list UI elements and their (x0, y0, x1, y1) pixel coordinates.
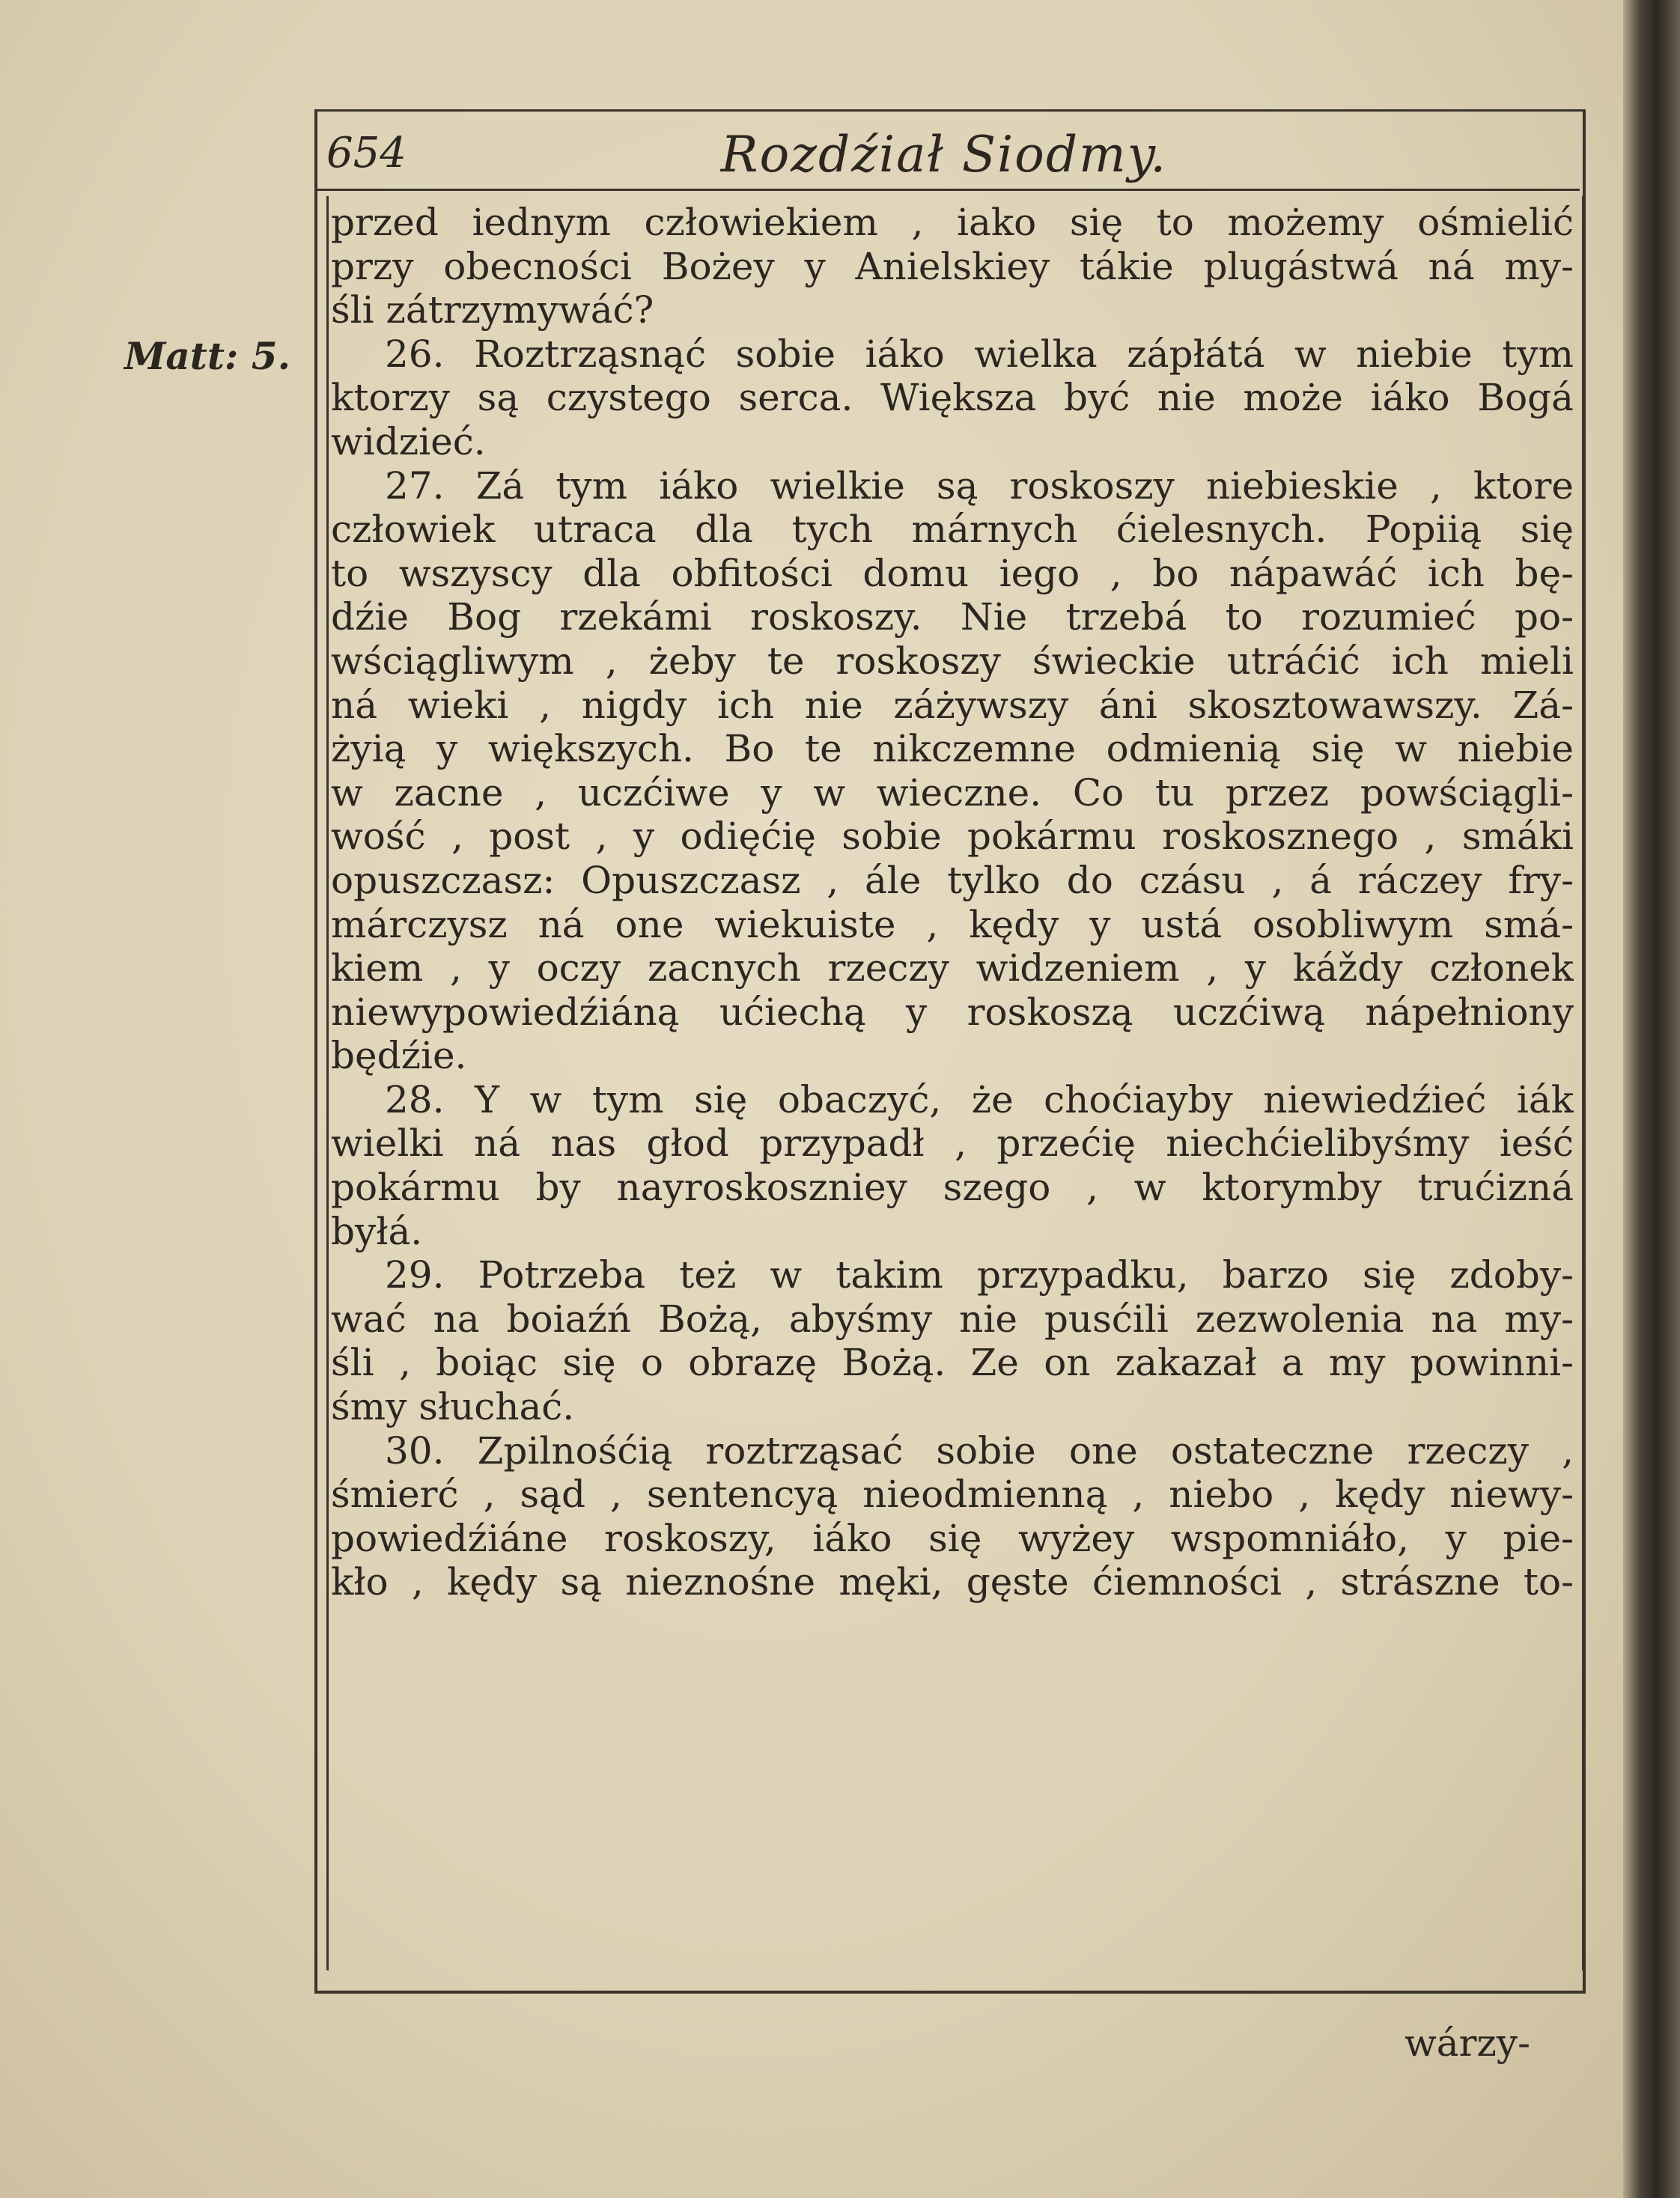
text-line: wać na boiaźń Bożą, abyśmy nie pusćili zezwolenia na my- (331, 1297, 1574, 1341)
text-line: w zacne , uczćiwe y w wieczne. Co tu przez powściągli- (331, 770, 1574, 815)
text-line: 26. Roztrząsnąć sobie iáko wielka zápłátá w niebie tym (385, 332, 1574, 376)
text-line: márczysz ná one wiekuiste , kędy y ustá osobliwym smá- (331, 902, 1574, 946)
header-rule (317, 189, 1580, 191)
catchword: wárzy- (1404, 2021, 1530, 2065)
text-line: 30. Zpilnośćią roztrząsać sobie one ostateczne rzeczy , (385, 1428, 1574, 1473)
text-line: śmy słuchać. (331, 1385, 575, 1429)
text-line: to wszyscy dla obfitości domu iego , bo nápawáć ich bę- (331, 551, 1574, 595)
text-line: śli , boiąc się o obrazę Bożą. Ze on zakazał a my powinni- (331, 1341, 1574, 1385)
text-line: przy obecności Bożey y Anielskiey tákie plugástwá ná my- (331, 244, 1574, 288)
body-text (331, 201, 1574, 1604)
margin-note: Matt: 5. (124, 334, 290, 378)
text-line: 29. Potrzeba też w takim przypadku, barzo się zdoby- (385, 1253, 1574, 1297)
text-line: 28. Y w tym się obaczyć, że choćiayby niewiedźieć iák (385, 1077, 1574, 1121)
text-line: przed iednym człowiekiem , iako się to możemy ośmielić (331, 201, 1574, 244)
text-line: wielki ná nas głod przypadł , przećię niechćielibyśmy ieść (331, 1121, 1574, 1166)
text-line: 27. Zá tym iáko wielkie są roskoszy niebieskie , ktore (385, 463, 1574, 508)
text-line: niewypowiedźiáną ućiechą y roskoszą uczćiwą nápełniony (331, 990, 1574, 1034)
page-number: 654 (326, 129, 407, 177)
text-line: powiedźiáne roskoszy, iáko się wyżey wspomniáło, y pie- (331, 1516, 1574, 1560)
text-line: kło , kędy są nieznośne męki, gęste ćiemności , strászne to- (331, 1560, 1574, 1604)
text-line: śmierć , sąd , sentencyą nieodmienną , niebo , kędy niewy- (331, 1473, 1574, 1517)
text-line: pokármu by nayroskoszniey szego , w ktorymby trućizná (331, 1166, 1574, 1210)
text-line: ná wieki , nigdy ich nie záżywszy áni skosztowawszy. Zá- (331, 683, 1574, 727)
book-gutter (1623, 0, 1680, 2198)
text-line: ktorzy są czystego serca. Większa być nie może iáko Bogá (331, 376, 1574, 420)
text-line: byłá. (331, 1209, 423, 1253)
text-line: człowiek utraca dla tych márnych ćielesnych. Popiią się (331, 508, 1574, 552)
running-title: Rozdźiał Siodmy. (720, 126, 1168, 183)
text-line: żyią y większych. Bo te nikczemne odmienią się w niebie (331, 727, 1574, 771)
text-line: śli zátrzymywáć? (331, 288, 654, 332)
text-line: wściągliwym , żeby te roskoszy świeckie utráćić ich mieli (331, 639, 1574, 683)
text-line: opuszczasz: Opuszczasz , ále tylko do czásu , á ráczey fry- (331, 858, 1574, 902)
page-header (326, 118, 1562, 187)
text-line: wość , post , y odięćię sobie pokármu roskosznego , smáki (331, 815, 1574, 859)
text-line: będźie. (331, 1034, 467, 1078)
text-line: kiem , y oczy zacnych rzeczy widzeniem , y káždy członek (331, 946, 1574, 990)
text-line: widzieć. (331, 419, 486, 463)
text-line: dźie Bog rzekámi roskoszy. Nie trzebá to rozumieć po- (331, 595, 1574, 639)
